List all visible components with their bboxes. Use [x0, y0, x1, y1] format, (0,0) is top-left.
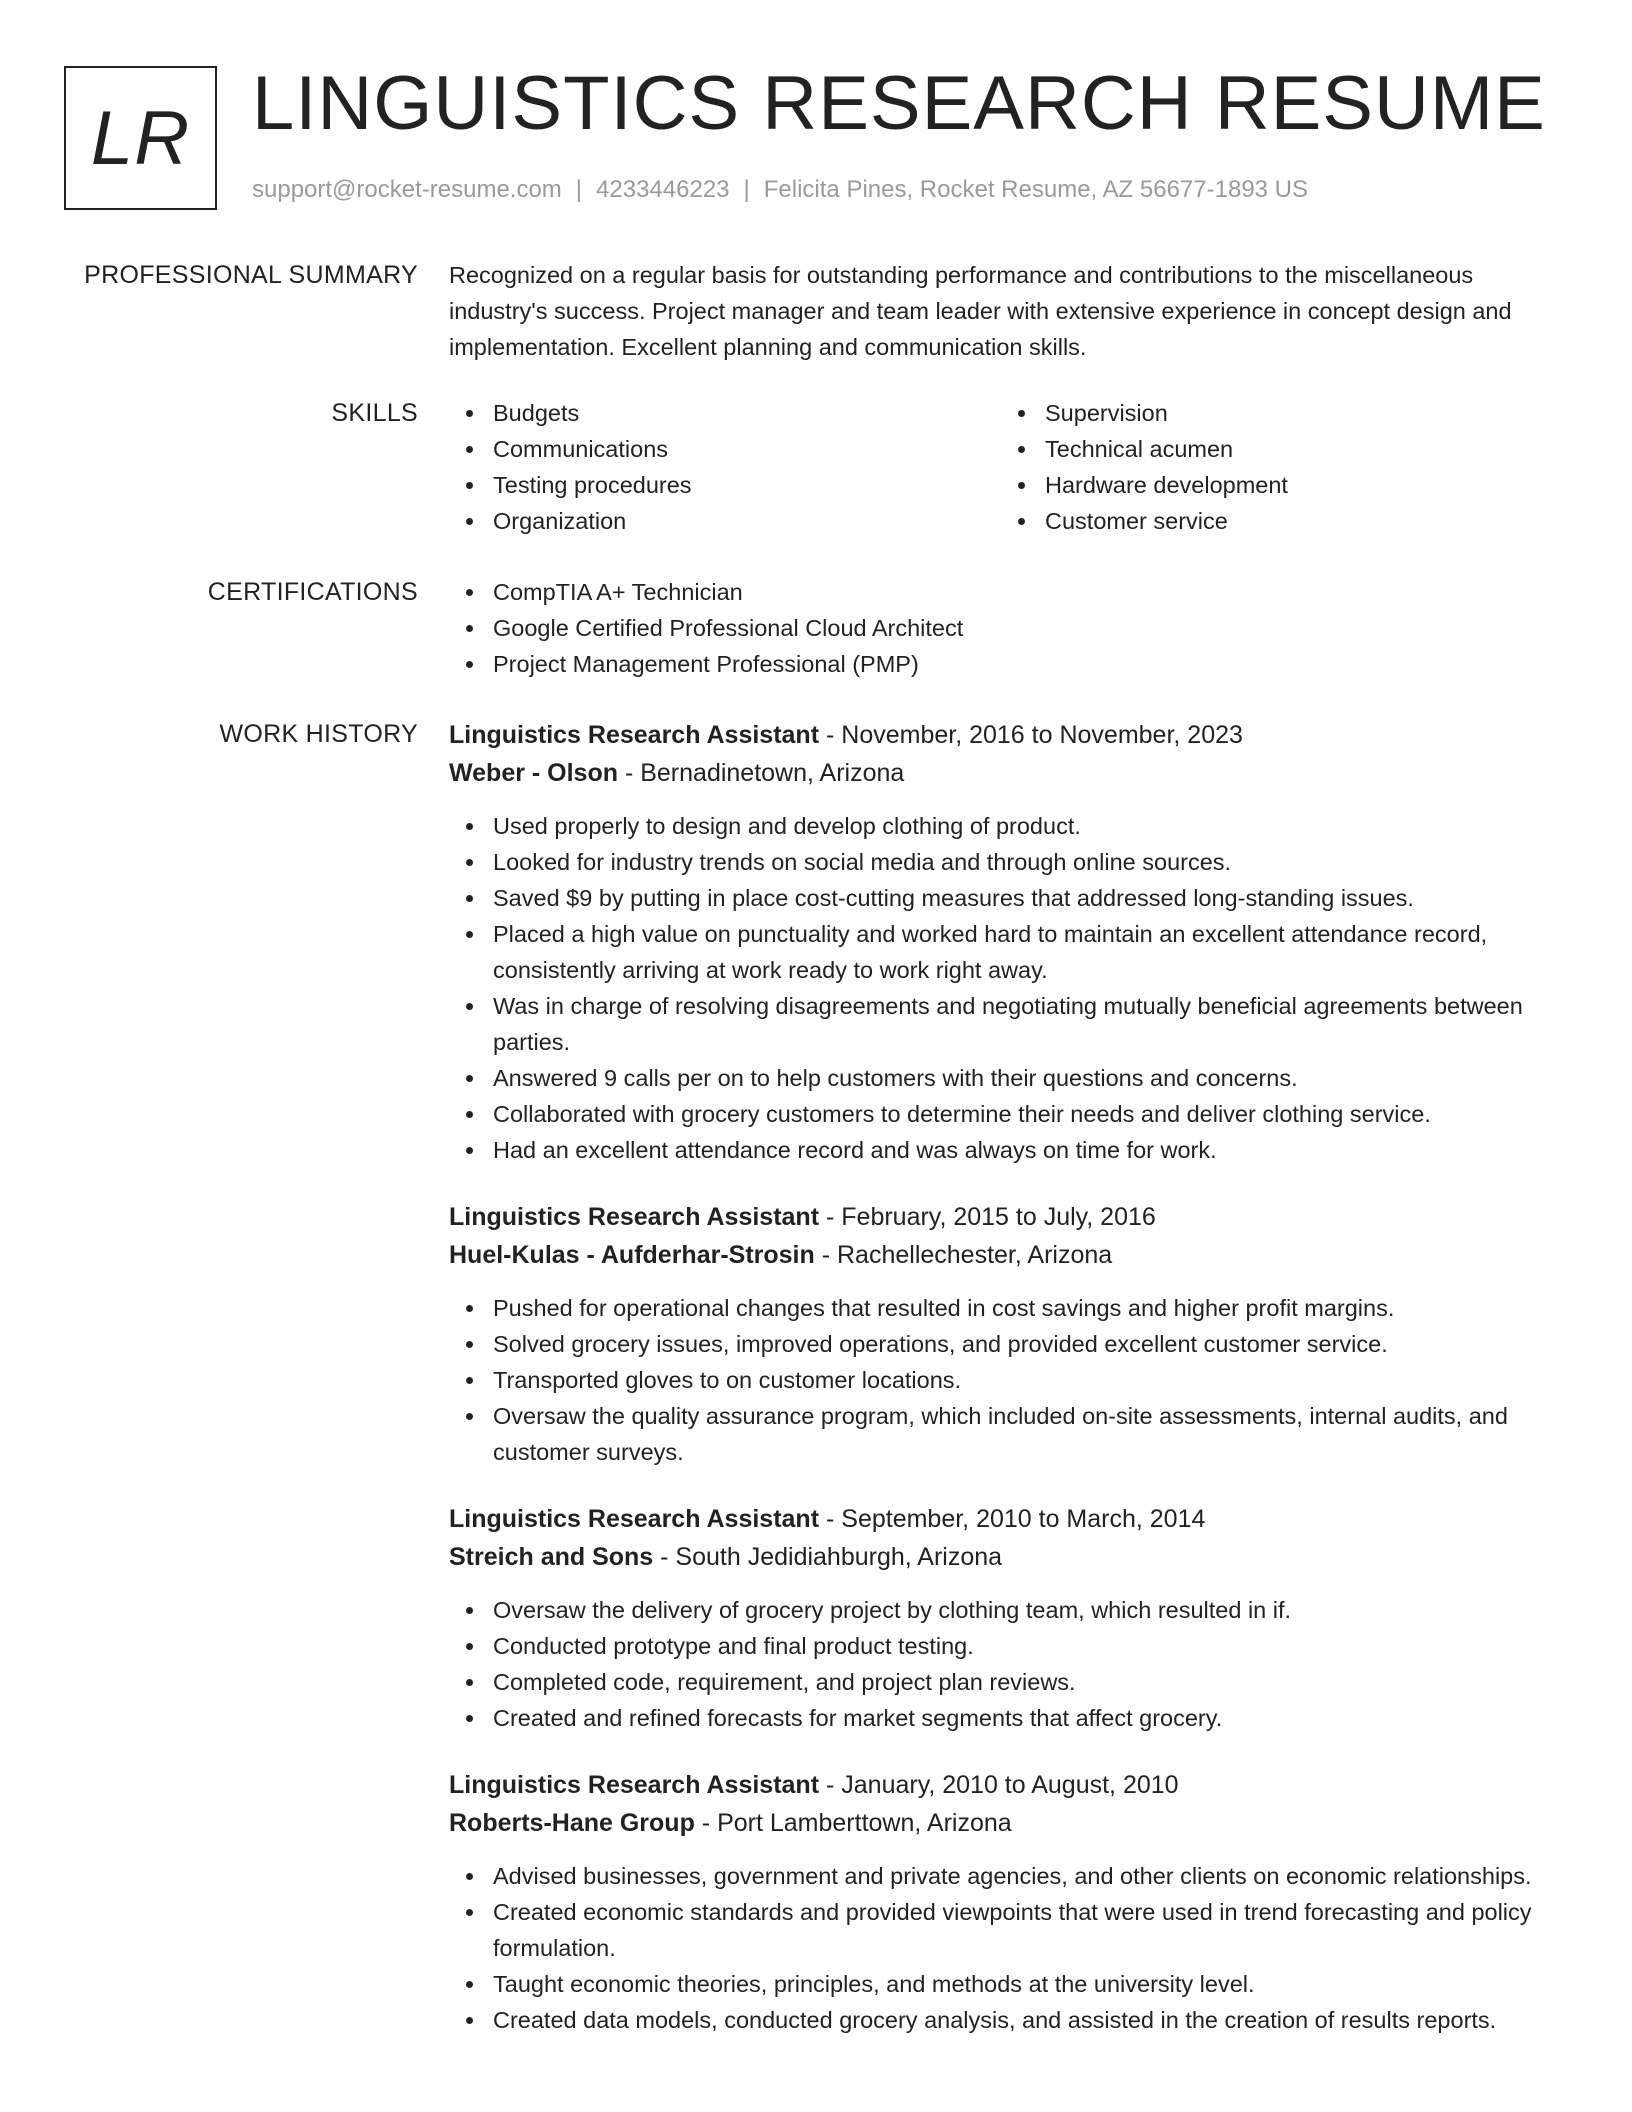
- job-company: Streich and Sons: [449, 1543, 654, 1571]
- skills-list-right: [1001, 395, 1553, 539]
- job-entry: [449, 1766, 1569, 2038]
- job-bullet: Taught economic theories, principles, and methods at the university level.: [449, 1966, 1569, 2002]
- skill-item: Organization: [449, 503, 1001, 539]
- skill-item: Hardware development: [1001, 467, 1553, 503]
- job-bullet: Created economic standards and provided viewpoints that were used in trend forecasting and policy formulation.: [449, 1894, 1569, 1966]
- certification-item: Google Certified Professional Cloud Architect: [449, 610, 1569, 646]
- job-company-line: [449, 1538, 1569, 1576]
- job-dates: - January, 2010 to August, 2010: [819, 1771, 1179, 1799]
- contact-separator: |: [575, 176, 583, 203]
- skills-list-left: [449, 395, 1001, 539]
- job-dates: - February, 2015 to July, 2016: [819, 1203, 1156, 1231]
- job-bullet: Was in charge of resolving disagreements and negotiating mutually beneficial agreements between parties.: [449, 988, 1569, 1060]
- job-dates: - September, 2010 to March, 2014: [819, 1505, 1206, 1533]
- skill-item: Customer service: [1001, 503, 1553, 539]
- job-bullet: Collaborated with grocery customers to determine their needs and deliver clothing service.: [449, 1096, 1569, 1132]
- summary-label: PROFESSIONAL SUMMARY: [84, 261, 418, 289]
- job-title: Linguistics Research Assistant: [449, 1203, 820, 1231]
- job-bullet: Oversaw the quality assurance program, which included on-site assessments, internal audits, and customer surveys.: [449, 1398, 1569, 1470]
- skill-item: Supervision: [1001, 395, 1553, 431]
- job-bullet: Used properly to design and develop clothing of product.: [449, 808, 1569, 844]
- skills-label: SKILLS: [331, 399, 418, 427]
- job-bullet: Solved grocery issues, improved operations, and provided excellent customer service.: [449, 1326, 1569, 1362]
- work-history-body: [449, 716, 1569, 2038]
- contact-line: [252, 174, 1308, 206]
- job-company: Weber - Olson: [449, 759, 619, 787]
- job-bullets: [449, 1592, 1569, 1736]
- work-history-label: WORK HISTORY: [219, 720, 418, 748]
- job-bullets: [449, 1290, 1569, 1470]
- job-title-line: [449, 1500, 1569, 1538]
- job-company-line: [449, 1236, 1569, 1274]
- monogram-logo: LR: [64, 66, 217, 210]
- resume-header: [64, 61, 1568, 210]
- job-bullets: [449, 808, 1569, 1168]
- job-title-line: [449, 1766, 1569, 1804]
- certification-item: Project Management Professional (PMP): [449, 646, 1569, 682]
- job-company-line: [449, 1804, 1569, 1842]
- job-title-line: [449, 716, 1569, 754]
- job-bullet: Completed code, requirement, and project plan reviews.: [449, 1664, 1569, 1700]
- skill-item: Testing procedures: [449, 467, 1001, 503]
- job-bullet: Pushed for operational changes that resulted in cost savings and higher profit margins.: [449, 1290, 1569, 1326]
- skill-item: Technical acumen: [1001, 431, 1553, 467]
- contact-separator: |: [743, 176, 750, 203]
- job-bullet: Looked for industry trends on social media and through online sources.: [449, 844, 1569, 880]
- job-company: Roberts-Hane Group: [449, 1809, 695, 1837]
- job-title-line: [449, 1198, 1569, 1236]
- job-company: Huel-Kulas - Aufderhar-Strosin: [449, 1241, 815, 1269]
- job-bullet: Saved $9 by putting in place cost-cutting measures that addressed long-standing issues.: [449, 880, 1569, 916]
- skill-item: Communications: [449, 431, 1001, 467]
- skill-item: Budgets: [449, 395, 1001, 431]
- certifications-list: [449, 574, 1569, 682]
- certifications-label: CERTIFICATIONS: [207, 578, 418, 606]
- job-title: Linguistics Research Assistant: [449, 1771, 820, 1799]
- job-bullet: Oversaw the delivery of grocery project by clothing team, which resulted in if.: [449, 1592, 1569, 1628]
- job-bullet: Placed a high value on punctuality and worked hard to maintain an excellent attendance record, consistently arriving at work ready to work right away.: [449, 916, 1569, 988]
- job-entry: [449, 1500, 1569, 1736]
- contact-email: support@rocket-resume.com: [252, 176, 562, 203]
- certification-item: CompTIA A+ Technician: [449, 574, 1569, 610]
- resume-title: LINGUISTICS RESEARCH RESUME: [252, 61, 1546, 146]
- job-bullet: Transported gloves to on customer locations.: [449, 1362, 1569, 1398]
- job-entry: [449, 1198, 1569, 1470]
- job-bullet: Created data models, conducted grocery analysis, and assisted in the creation of results reports.: [449, 2002, 1569, 2038]
- job-bullet: Had an excellent attendance record and was always on time for work.: [449, 1132, 1569, 1168]
- skills-body: [449, 395, 1569, 539]
- summary-text: Recognized on a regular basis for outstanding performance and contributions to the miscellaneous industry's success. Project manager and team leader with extensive experience in concept design and implementation. Excellent planning and communication skills.: [449, 262, 1512, 360]
- job-location: - South Jedidiahburgh, Arizona: [653, 1543, 1003, 1571]
- job-dates: - November, 2016 to November, 2023: [819, 721, 1243, 749]
- job-entry: [449, 716, 1569, 1168]
- contact-address: Felicita Pines, Rocket Resume, AZ 56677-1893 US: [763, 176, 1309, 203]
- job-location: - Bernadinetown, Arizona: [618, 759, 905, 787]
- certifications-body: [449, 574, 1569, 682]
- job-bullet: Conducted prototype and final product testing.: [449, 1628, 1569, 1664]
- job-title: Linguistics Research Assistant: [449, 1505, 820, 1533]
- job-company-line: [449, 754, 1569, 792]
- job-bullet: Answered 9 calls per on to help customers with their questions and concerns.: [449, 1060, 1569, 1096]
- job-bullet: Created and refined forecasts for market segments that affect grocery.: [449, 1700, 1569, 1736]
- job-bullet: Advised businesses, government and private agencies, and other clients on economic relationships.: [449, 1858, 1569, 1894]
- job-location: - Rachellechester, Arizona: [814, 1241, 1113, 1269]
- job-location: - Port Lamberttown, Arizona: [694, 1809, 1012, 1837]
- job-bullets: [449, 1858, 1569, 2038]
- contact-phone: 4233446223: [596, 176, 730, 203]
- job-title: Linguistics Research Assistant: [449, 721, 820, 749]
